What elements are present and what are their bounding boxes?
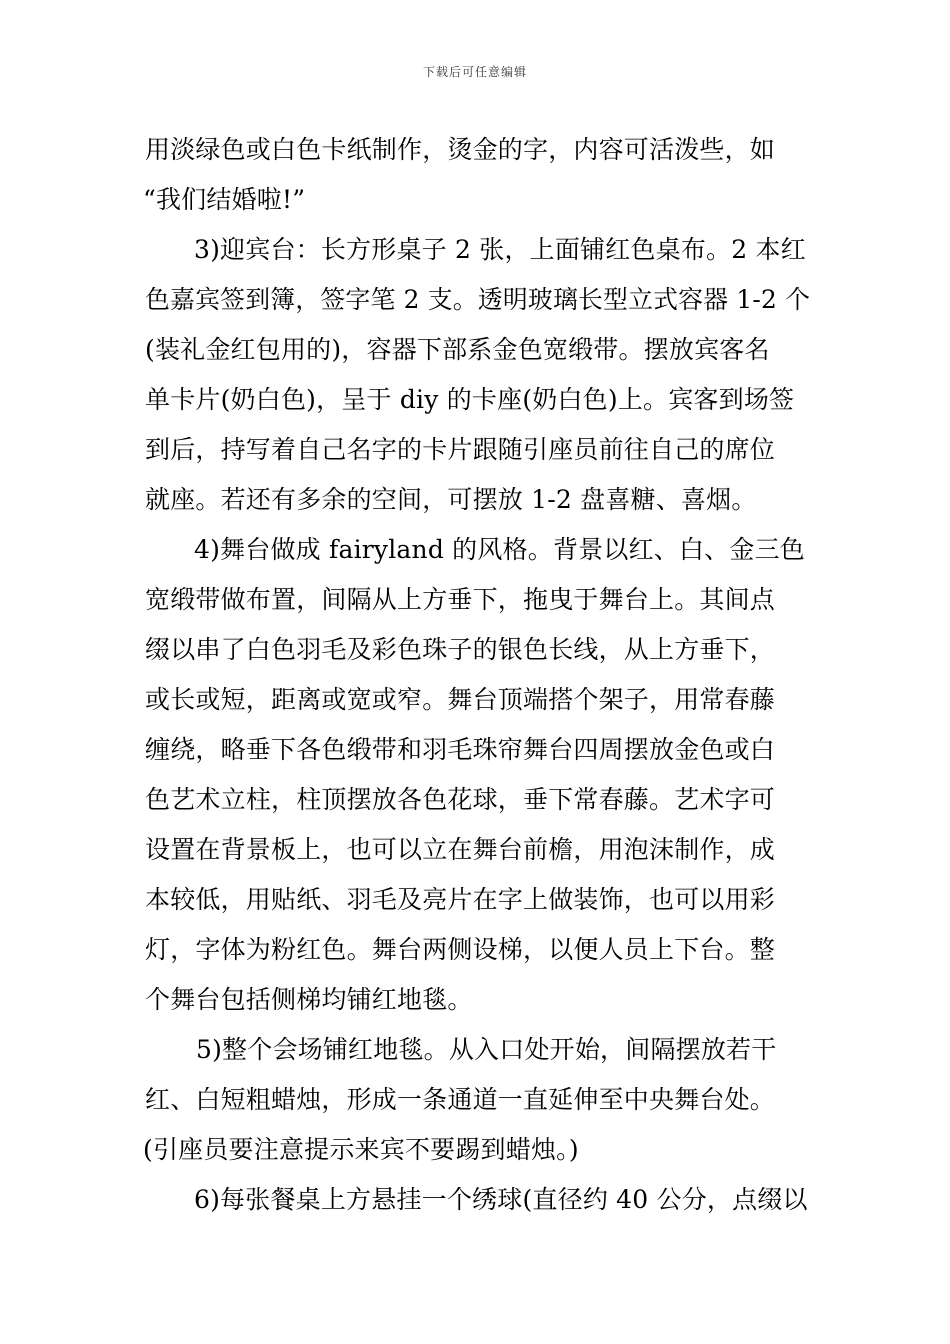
text-line: 设置在背景板上，也可以立在舞台前檐，用泡沫制作，成: [145, 835, 776, 864]
paragraph-5-start: 5)整个会场铺红地毯。从入口处开始，间隔摆放若干: [196, 1035, 777, 1064]
text-line: 或长或短，距离或宽或窄。舞台顶端搭个架子，用常春藤: [145, 685, 776, 714]
text-line: “我们结婚啦!”: [143, 185, 306, 214]
text-line: 色嘉宾签到簿，签字笔 2 支。透明玻璃长型立式容器 1-2 个: [145, 285, 811, 314]
text-line: 就座。若还有多余的空间，可摆放 1-2 盘喜糖、喜烟。: [145, 485, 757, 514]
text-line: 色艺术立柱，柱顶摆放各色花球，垂下常春藤。艺术字可: [145, 785, 776, 814]
text-line: 单卡片(奶白色)，呈于 diy 的卡座(奶白色)上。宾客到场签: [145, 385, 795, 414]
paragraph-4-start: 4)舞台做成 fairyland 的风格。背景以红、白、金三色: [194, 535, 805, 564]
page-header: 下载后可任意编辑: [422, 65, 527, 79]
text-line: 缠绕，略垂下各色缎带和羽毛珠帘舞台四周摆放金色或白: [145, 735, 776, 764]
text-line: (引座员要注意提示来宾不要踢到蜡烛。): [143, 1135, 579, 1164]
text-line: 缀以串了白色羽毛及彩色珠子的银色长线，从上方垂下，: [145, 635, 776, 664]
text-line: 用淡绿色或白色卡纸制作，烫金的字，内容可活泼些，如: [145, 135, 776, 164]
text-line: 到后，持写着自己名字的卡片跟随引座员前往自己的席位: [145, 435, 776, 464]
text-line: 本较低，用贴纸、羽毛及亮片在字上做装饰，也可以用彩: [145, 885, 776, 914]
text-line: (装礼金红包用的)，容器下部系金色宽缎带。摆放宾客名: [145, 335, 770, 364]
text-line: 红、白短粗蜡烛，形成一条通道一直延伸至中央舞台处。: [145, 1085, 776, 1114]
text-line: 宽缎带做布置，间隔从上方垂下，拖曳于舞台上。其间点: [145, 585, 776, 614]
text-line: 个舞台包括侧梯均铺红地毯。: [145, 985, 473, 1014]
paragraph-3-start: 3)迎宾台：长方形桌子 2 张，上面铺红色桌布。2 本红: [194, 235, 806, 264]
text-line: 灯，字体为粉红色。舞台两侧设梯，以便人员上下台。整: [145, 935, 776, 964]
paragraph-6-start: 6)每张餐桌上方悬挂一个绣球(直径约 40 公分，点缀以: [194, 1185, 808, 1214]
